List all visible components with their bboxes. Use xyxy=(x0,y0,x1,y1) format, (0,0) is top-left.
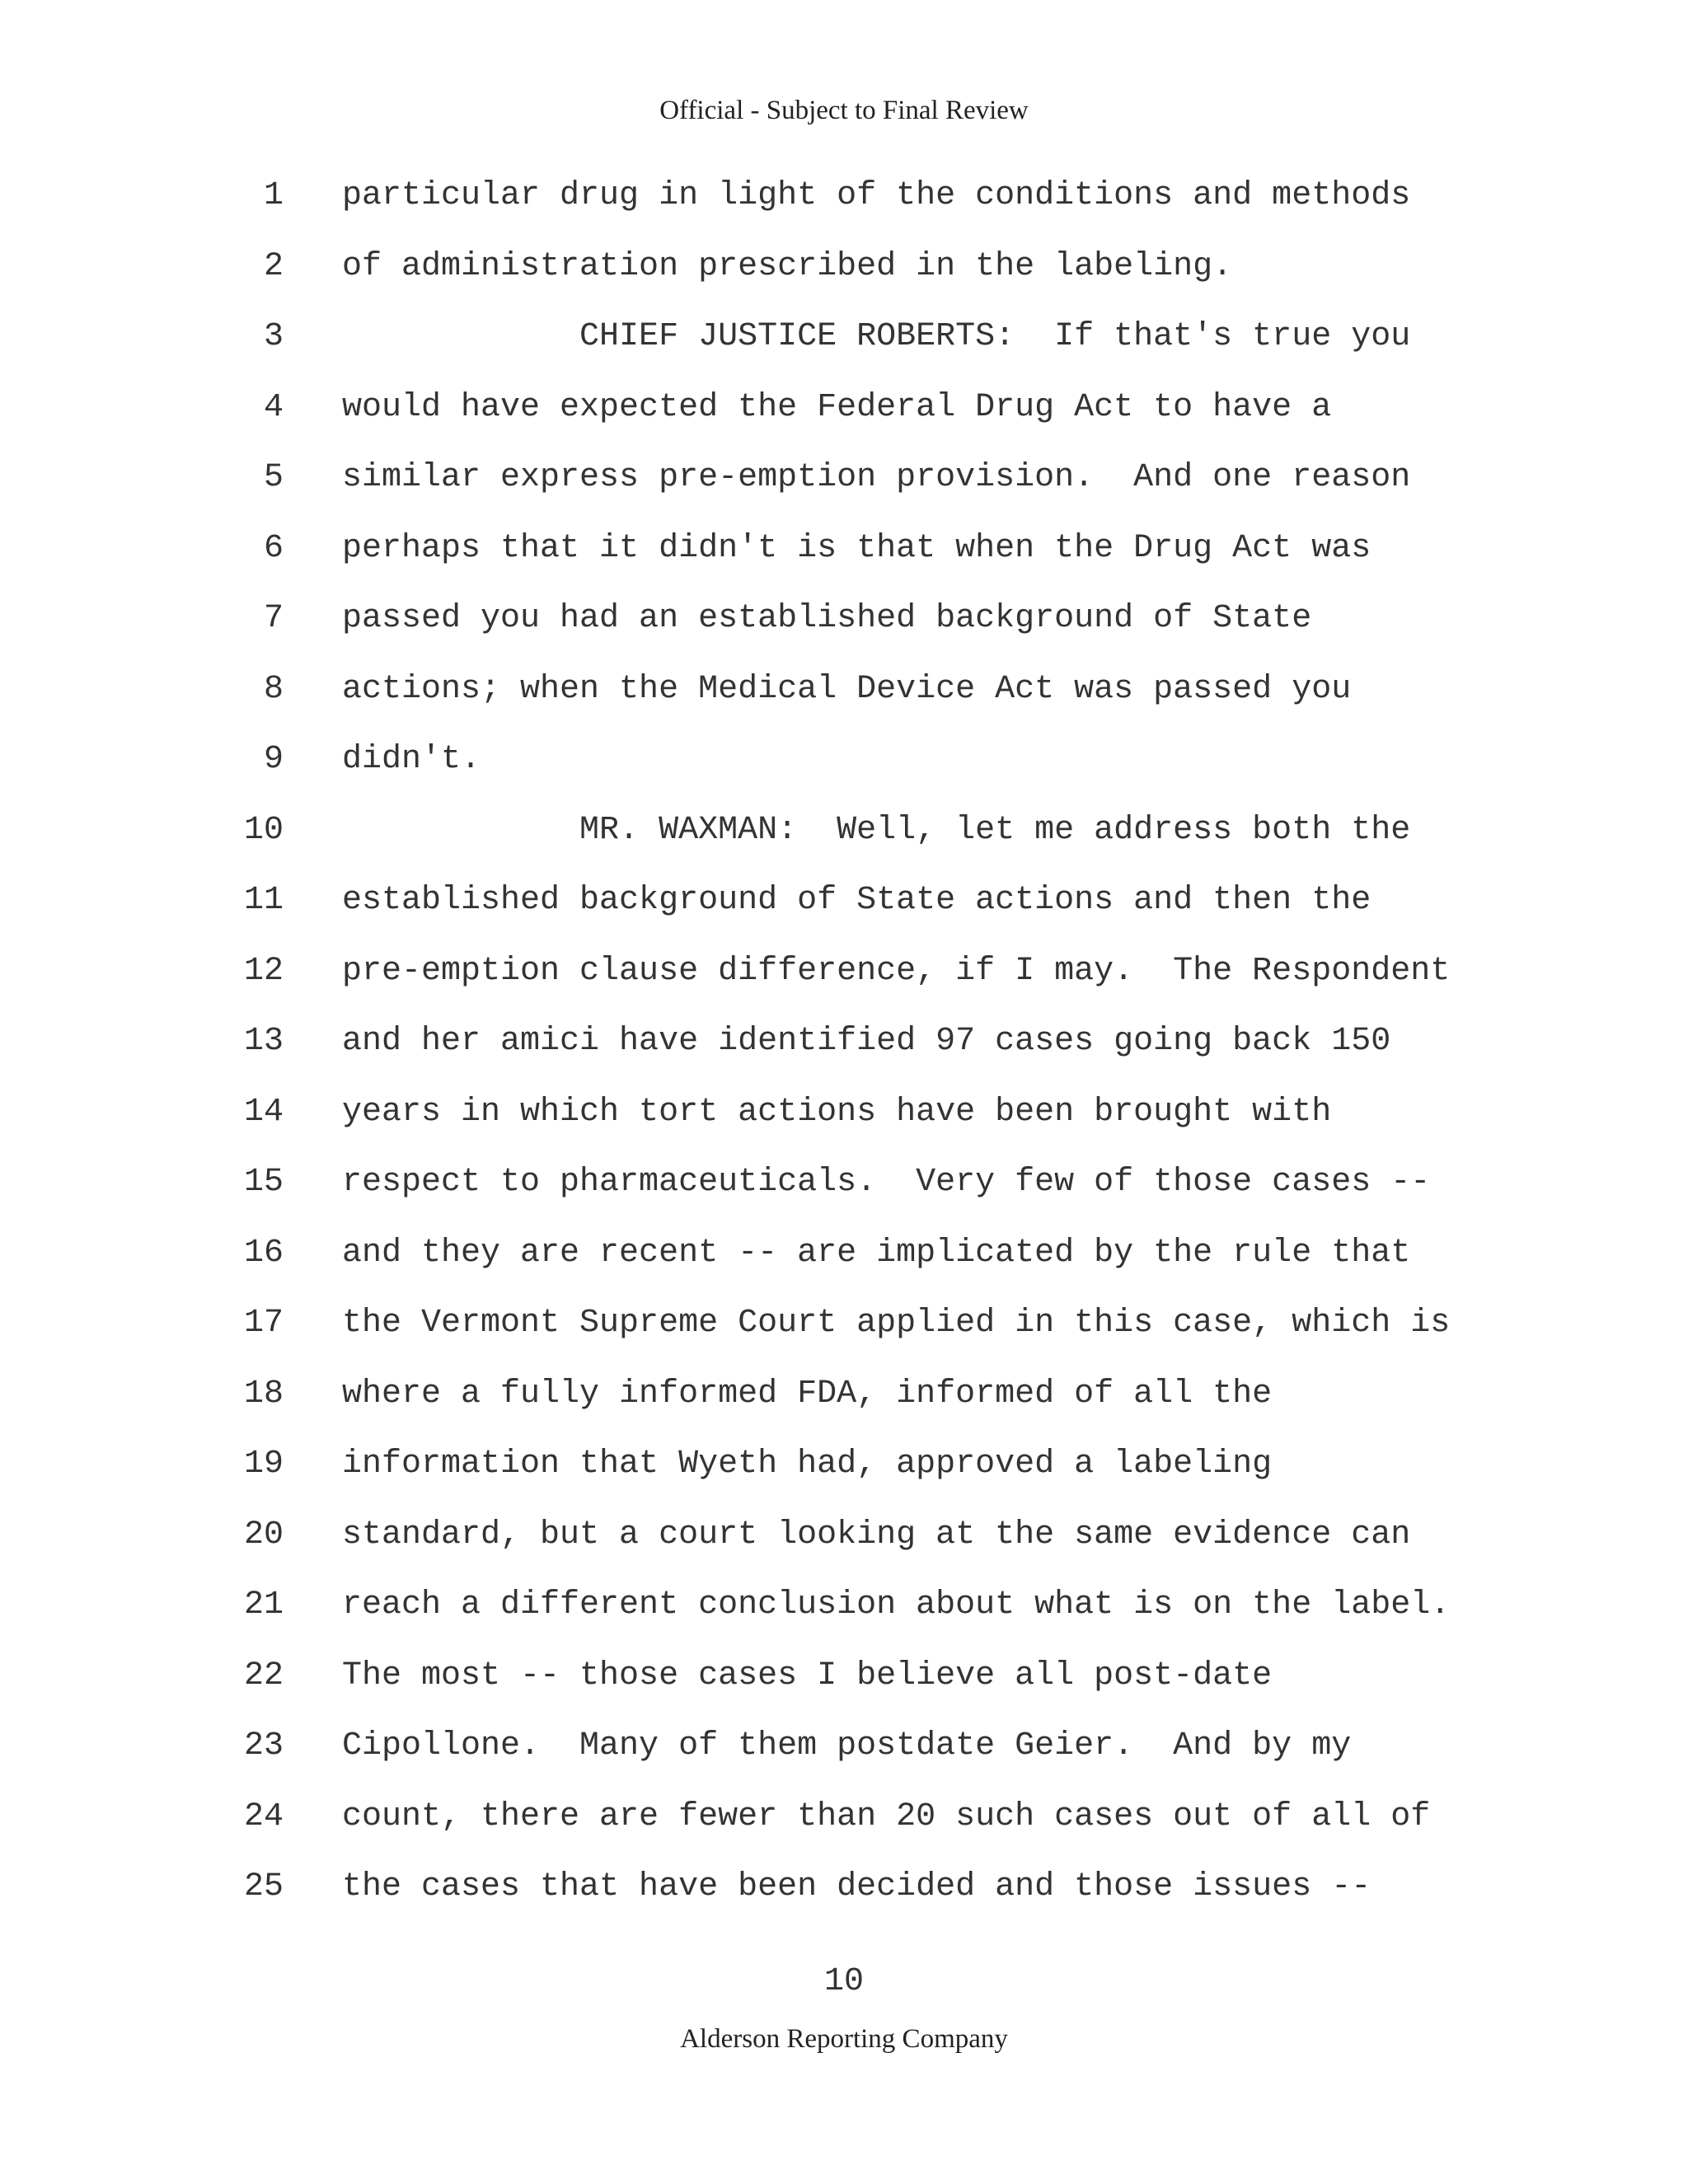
line-number: 21 xyxy=(243,1586,284,1624)
transcript-line xyxy=(0,808,1688,879)
line-number: 2 xyxy=(263,247,284,285)
transcript-line xyxy=(0,173,1688,244)
transcript-line xyxy=(0,1723,1688,1794)
transcript-line xyxy=(0,1019,1688,1090)
line-text: MR. WAXMAN: Well, let me address both the xyxy=(342,811,1411,849)
line-text: CHIEF JUSTICE ROBERTS: If that's true you xyxy=(342,318,1411,355)
line-text: the Vermont Supreme Court applied in this case, which is xyxy=(342,1305,1451,1342)
line-number: 24 xyxy=(243,1797,284,1835)
transcript-line xyxy=(0,526,1688,597)
line-text: and they are recent -- are implicated by the rule that xyxy=(342,1234,1411,1272)
line-number: 12 xyxy=(243,952,284,990)
transcript-line xyxy=(0,1371,1688,1442)
page-header: Official - Subject to Final Review xyxy=(659,96,1029,125)
line-text: established background of State actions and then the xyxy=(342,882,1372,919)
line-number: 25 xyxy=(243,1868,284,1905)
line-text: would have expected the Federal Drug Act to have a xyxy=(342,388,1332,426)
transcript-line xyxy=(0,1441,1688,1512)
line-text: pre-emption clause difference, if I may. The Respondent xyxy=(342,952,1451,990)
line-number: 1 xyxy=(263,177,284,214)
transcript-line xyxy=(0,1301,1688,1371)
line-number: 22 xyxy=(243,1657,284,1694)
line-text: count, there are fewer than 20 such cases out of all of xyxy=(342,1797,1431,1835)
line-number: 20 xyxy=(243,1516,284,1554)
transcript-line xyxy=(0,596,1688,667)
line-text: passed you had an established background of State xyxy=(342,600,1312,637)
line-text: didn't. xyxy=(342,741,481,778)
line-number: 9 xyxy=(263,741,284,778)
transcript-lines xyxy=(0,173,1688,1935)
line-number: 6 xyxy=(263,529,284,567)
transcript-line xyxy=(0,1653,1688,1724)
transcript-line xyxy=(0,455,1688,526)
line-number: 3 xyxy=(263,318,284,355)
transcript-line xyxy=(0,737,1688,808)
line-text: perhaps that it didn't is that when the Drug Act was xyxy=(342,529,1372,567)
line-number: 15 xyxy=(243,1164,284,1201)
line-number: 4 xyxy=(263,388,284,426)
line-number: 5 xyxy=(263,459,284,496)
line-number: 11 xyxy=(243,882,284,919)
transcript-line xyxy=(0,1794,1688,1865)
line-number: 14 xyxy=(243,1093,284,1131)
line-number: 8 xyxy=(263,670,284,708)
transcript-line xyxy=(0,1582,1688,1653)
line-text: the cases that have been decided and those issues -- xyxy=(342,1868,1372,1905)
transcript-line xyxy=(0,385,1688,456)
line-number: 7 xyxy=(263,600,284,637)
line-text: standard, but a court looking at the same evidence can xyxy=(342,1516,1411,1554)
line-number: 23 xyxy=(243,1727,284,1765)
line-text: where a fully informed FDA, informed of all the xyxy=(342,1375,1273,1413)
transcript-line xyxy=(0,314,1688,385)
line-text: years in which tort actions have been brought with xyxy=(342,1093,1332,1131)
line-number: 16 xyxy=(243,1234,284,1272)
line-text: similar express pre-emption provision. And one reason xyxy=(342,459,1411,496)
transcript-line xyxy=(0,878,1688,949)
line-number: 19 xyxy=(243,1446,284,1483)
line-text: of administration prescribed in the labeling. xyxy=(342,247,1233,285)
page-footer: Alderson Reporting Company xyxy=(680,2024,1008,2054)
transcript-line xyxy=(0,949,1688,1019)
transcript-line xyxy=(0,667,1688,738)
line-text: reach a different conclusion about what is on the label. xyxy=(342,1586,1451,1624)
transcript-line xyxy=(0,244,1688,315)
line-text: particular drug in light of the conditions and methods xyxy=(342,177,1411,214)
line-number: 18 xyxy=(243,1375,284,1413)
line-text: Cipollone. Many of them postdate Geier. And by my xyxy=(342,1727,1352,1765)
line-number: 17 xyxy=(243,1305,284,1342)
line-number: 13 xyxy=(243,1023,284,1060)
transcript-line xyxy=(0,1864,1688,1935)
line-text: respect to pharmaceuticals. Very few of those cases -- xyxy=(342,1164,1431,1201)
transcript-line xyxy=(0,1160,1688,1230)
transcript-line xyxy=(0,1230,1688,1301)
transcript-line xyxy=(0,1512,1688,1583)
line-text: actions; when the Medical Device Act was passed you xyxy=(342,670,1352,708)
page-number: 10 xyxy=(823,1963,864,2000)
line-text: information that Wyeth had, approved a labeling xyxy=(342,1446,1273,1483)
line-number: 10 xyxy=(243,811,284,849)
line-text: The most -- those cases I believe all post-date xyxy=(342,1657,1273,1694)
transcript-line xyxy=(0,1090,1688,1160)
line-text: and her amici have identified 97 cases going back 150 xyxy=(342,1023,1391,1060)
